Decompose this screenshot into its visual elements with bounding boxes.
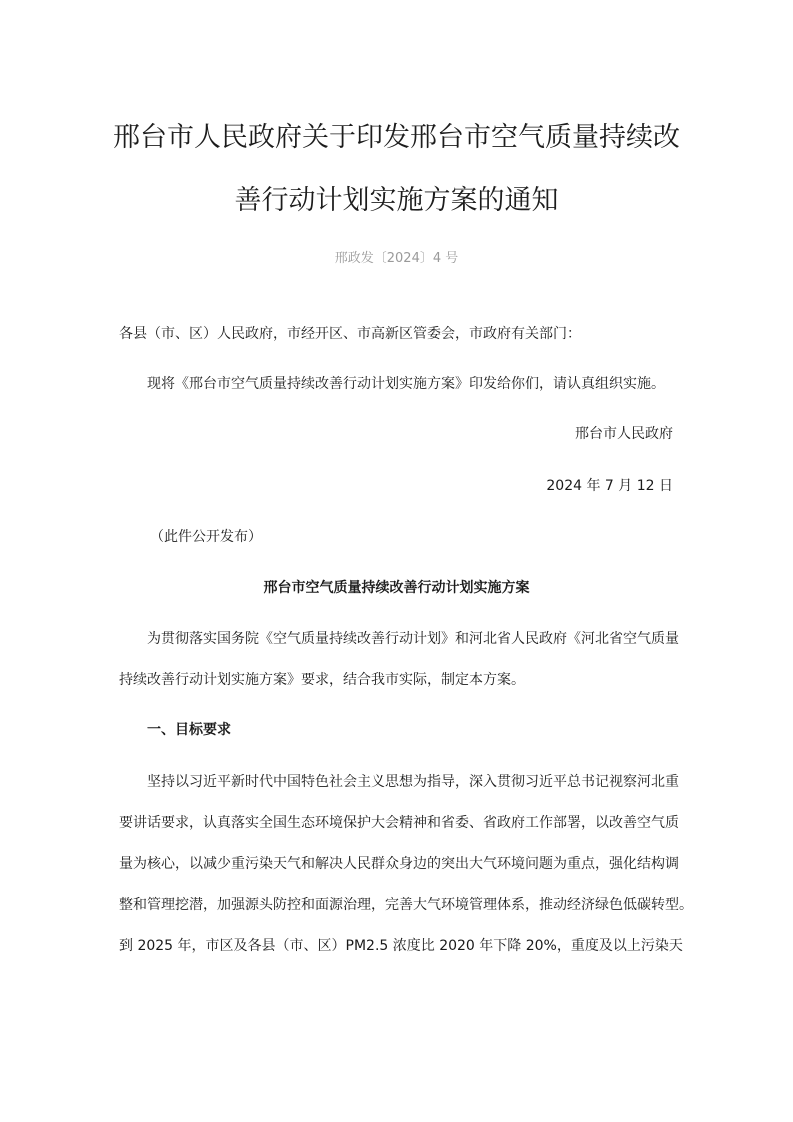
recipients-line: 各县（市、区）人民政府，市经开区、市高新区管委会，市政府有关部门： bbox=[119, 326, 581, 342]
document-title-line-2: 善行动计划实施方案的通知 bbox=[234, 185, 559, 216]
plan-title: 邢台市空气质量持续改善行动计划实施方案 bbox=[263, 580, 530, 596]
publish-note: （此件公开发布） bbox=[150, 529, 262, 545]
section-1-line-4: 整和管理挖潜，加强源头防控和面源治理，完善大气环境管理体系，推动经济绿色低碳转型。 bbox=[119, 897, 693, 913]
intro-line-2: 持续改善行动计划实施方案》要求，结合我市实际，制定本方案。 bbox=[119, 672, 525, 688]
intro-line-1: 为贯彻落实国务院《空气质量持续改善行动计划》和河北省人民政府《河北省空气质量 bbox=[147, 631, 679, 647]
section-1-line-5: 到 2025 年，市区及各县（市、区）PM2.5 浓度比 2020 年下降 20%，重度及以上污染天 bbox=[119, 938, 683, 954]
notice-body: 现将《邢台市空气质量持续改善行动计划实施方案》印发给你们，请认真组织实施。 bbox=[147, 376, 665, 392]
section-1-line-1: 坚持以习近平新时代中国特色社会主义思想为指导，深入贯彻习近平总书记视察河北重 bbox=[147, 774, 679, 790]
section-1-line-3: 量为核心，以减少重污染天气和解决人民群众身边的突出大气环境问题为重点，强化结构调 bbox=[119, 856, 679, 872]
section-1-line-2: 要讲话要求，认真落实全国生态环境保护大会精神和省委、省政府工作部署，以改善空气质 bbox=[119, 815, 679, 831]
issuer: 邢台市人民政府 bbox=[575, 426, 673, 442]
section-1-heading: 一、目标要求 bbox=[147, 722, 231, 738]
issue-date: 2024 年 7 月 12 日 bbox=[546, 478, 673, 494]
document-number: 邢政发〔2024〕4 号 bbox=[334, 251, 459, 266]
document-title-line-1: 邢台市人民政府关于印发邢台市空气质量持续改 bbox=[113, 122, 680, 153]
